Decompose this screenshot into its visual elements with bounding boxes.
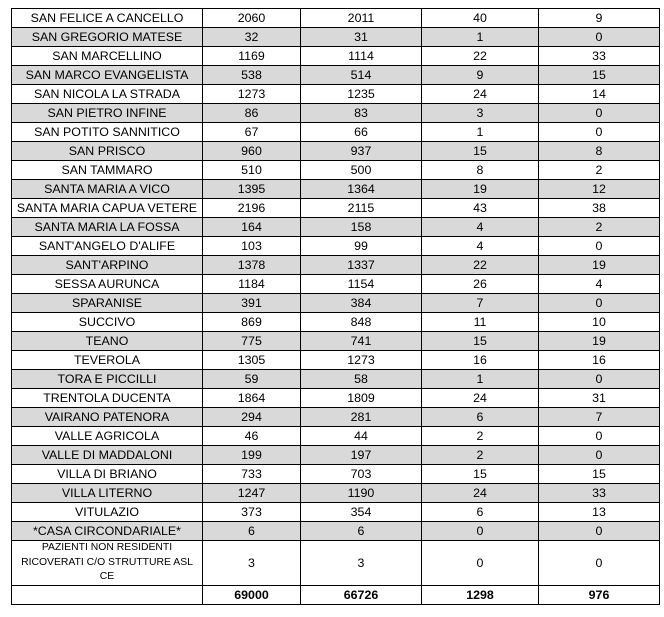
municipality-name-cell: TEANO (12, 332, 203, 351)
municipality-name-cell: SANTA MARIA CAPUA VETERE (12, 199, 203, 218)
totals-label-cell (12, 586, 203, 605)
municipality-name-cell: SANTA MARIA A VICO (12, 180, 203, 199)
value-cell-4: 19 (539, 256, 660, 275)
table-row (12, 142, 660, 161)
municipality-name-cell: SAN MARCELLINO (12, 47, 203, 66)
total-value-cell-2: 66726 (301, 586, 422, 605)
value-cell-4: 19 (539, 332, 660, 351)
value-cell-2: 1809 (301, 389, 422, 408)
table-row (12, 180, 660, 199)
table-row (12, 541, 660, 586)
value-cell-1: 2196 (203, 199, 301, 218)
value-cell-3: 4 (422, 237, 539, 256)
value-cell-1: 775 (203, 332, 301, 351)
value-cell-2: 1154 (301, 275, 422, 294)
municipality-name-cell: TORA E PICCILLI (12, 370, 203, 389)
table-body (12, 9, 660, 605)
municipality-name-cell: VALLE AGRICOLA (12, 427, 203, 446)
value-cell-1: 59 (203, 370, 301, 389)
municipality-name-cell: VALLE DI MADDALONI (12, 446, 203, 465)
value-cell-2: 197 (301, 446, 422, 465)
table-row (12, 294, 660, 313)
value-cell-4: 8 (539, 142, 660, 161)
table-row (12, 446, 660, 465)
value-cell-2: 44 (301, 427, 422, 446)
municipality-name-cell: SAN PIETRO INFINE (12, 104, 203, 123)
municipality-name-cell: SAN TAMMARO (12, 161, 203, 180)
value-cell-2: 741 (301, 332, 422, 351)
municipality-name-cell: SAN POTITO SANNITICO (12, 123, 203, 142)
value-cell-2: 281 (301, 408, 422, 427)
total-value-cell-1: 69000 (203, 586, 301, 605)
value-cell-2: 1235 (301, 85, 422, 104)
value-cell-3: 24 (422, 484, 539, 503)
value-cell-4: 16 (539, 351, 660, 370)
table-row (12, 484, 660, 503)
value-cell-1: 1273 (203, 85, 301, 104)
total-value-cell-3: 1298 (422, 586, 539, 605)
table-row (12, 161, 660, 180)
value-cell-3: 22 (422, 47, 539, 66)
value-cell-4: 2 (539, 161, 660, 180)
municipality-name-cell: VILLA LITERNO (12, 484, 203, 503)
value-cell-4: 2 (539, 218, 660, 237)
value-cell-1: 1864 (203, 389, 301, 408)
value-cell-1: 199 (203, 446, 301, 465)
municipality-name-cell: SAN NICOLA LA STRADA (12, 85, 203, 104)
value-cell-4: 0 (539, 370, 660, 389)
value-cell-3: 4 (422, 218, 539, 237)
value-cell-3: 15 (422, 465, 539, 484)
municipality-name-cell: *CASA CIRCONDARIALE* (12, 522, 203, 541)
value-cell-2: 99 (301, 237, 422, 256)
value-cell-3: 0 (422, 522, 539, 541)
value-cell-1: 391 (203, 294, 301, 313)
value-cell-3: 24 (422, 85, 539, 104)
municipality-name-cell: VITULAZIO (12, 503, 203, 522)
municipality-name-cell: VAIRANO PATENORA (12, 408, 203, 427)
table-row (12, 275, 660, 294)
value-cell-2: 848 (301, 313, 422, 332)
municipality-name-cell: SAN GREGORIO MATESE (12, 28, 203, 47)
table-row (12, 465, 660, 484)
table-row (12, 199, 660, 218)
table-row (12, 408, 660, 427)
value-cell-4: 0 (539, 446, 660, 465)
value-cell-1: 960 (203, 142, 301, 161)
table-row (12, 370, 660, 389)
municipality-name-cell: SANT'ARPINO (12, 256, 203, 275)
value-cell-4: 0 (539, 123, 660, 142)
value-cell-2: 83 (301, 104, 422, 123)
value-cell-3: 43 (422, 199, 539, 218)
municipality-name-cell: SESSA AURUNCA (12, 275, 203, 294)
municipality-name-cell: PAZIENTI NON RESIDENTI RICOVERATI C/O STRUTTURE ASL CE (12, 541, 203, 586)
table-row (12, 28, 660, 47)
value-cell-3: 15 (422, 332, 539, 351)
value-cell-1: 46 (203, 427, 301, 446)
value-cell-3: 8 (422, 161, 539, 180)
value-cell-4: 14 (539, 85, 660, 104)
value-cell-1: 1184 (203, 275, 301, 294)
value-cell-1: 1169 (203, 47, 301, 66)
value-cell-1: 32 (203, 28, 301, 47)
value-cell-2: 31 (301, 28, 422, 47)
value-cell-3: 19 (422, 180, 539, 199)
municipality-name-cell: SAN FELICE A CANCELLO (12, 9, 203, 28)
value-cell-3: 16 (422, 351, 539, 370)
value-cell-4: 0 (539, 541, 660, 586)
data-table-container (11, 8, 660, 605)
value-cell-2: 354 (301, 503, 422, 522)
value-cell-3: 22 (422, 256, 539, 275)
value-cell-2: 2011 (301, 9, 422, 28)
value-cell-1: 6 (203, 522, 301, 541)
value-cell-1: 2060 (203, 9, 301, 28)
total-value-cell-4: 976 (539, 586, 660, 605)
value-cell-1: 164 (203, 218, 301, 237)
table-row (12, 522, 660, 541)
table-row (12, 332, 660, 351)
value-cell-3: 26 (422, 275, 539, 294)
value-cell-4: 15 (539, 465, 660, 484)
value-cell-3: 6 (422, 503, 539, 522)
value-cell-3: 2 (422, 446, 539, 465)
value-cell-1: 733 (203, 465, 301, 484)
table-row (12, 313, 660, 332)
value-cell-3: 3 (422, 104, 539, 123)
value-cell-3: 40 (422, 9, 539, 28)
value-cell-4: 31 (539, 389, 660, 408)
value-cell-2: 1364 (301, 180, 422, 199)
municipality-name-cell: SUCCIVO (12, 313, 203, 332)
value-cell-2: 1337 (301, 256, 422, 275)
totals-row (12, 586, 660, 605)
value-cell-2: 6 (301, 522, 422, 541)
value-cell-4: 0 (539, 427, 660, 446)
value-cell-4: 13 (539, 503, 660, 522)
value-cell-2: 2115 (301, 199, 422, 218)
value-cell-2: 1114 (301, 47, 422, 66)
value-cell-2: 937 (301, 142, 422, 161)
value-cell-2: 158 (301, 218, 422, 237)
value-cell-3: 7 (422, 294, 539, 313)
value-cell-4: 0 (539, 104, 660, 123)
value-cell-2: 514 (301, 66, 422, 85)
municipality-name-cell: TEVEROLA (12, 351, 203, 370)
value-cell-2: 703 (301, 465, 422, 484)
value-cell-4: 0 (539, 522, 660, 541)
municipality-name-cell: SAN PRISCO (12, 142, 203, 161)
value-cell-3: 1 (422, 370, 539, 389)
value-cell-3: 15 (422, 142, 539, 161)
table-row (12, 503, 660, 522)
value-cell-3: 0 (422, 541, 539, 586)
municipality-name-cell: SANT'ANGELO D'ALIFE (12, 237, 203, 256)
value-cell-4: 33 (539, 484, 660, 503)
value-cell-3: 9 (422, 66, 539, 85)
value-cell-1: 294 (203, 408, 301, 427)
value-cell-4: 15 (539, 66, 660, 85)
municipality-name-cell: SANTA MARIA LA FOSSA (12, 218, 203, 237)
value-cell-3: 1 (422, 28, 539, 47)
table-row (12, 9, 660, 28)
value-cell-2: 58 (301, 370, 422, 389)
table-row (12, 123, 660, 142)
value-cell-4: 12 (539, 180, 660, 199)
value-cell-3: 6 (422, 408, 539, 427)
value-cell-2: 3 (301, 541, 422, 586)
table-row (12, 85, 660, 104)
value-cell-1: 1378 (203, 256, 301, 275)
value-cell-4: 0 (539, 294, 660, 313)
value-cell-1: 1395 (203, 180, 301, 199)
value-cell-3: 2 (422, 427, 539, 446)
value-cell-2: 384 (301, 294, 422, 313)
value-cell-4: 33 (539, 47, 660, 66)
value-cell-2: 500 (301, 161, 422, 180)
table-row (12, 218, 660, 237)
municipality-name-cell: SPARANISE (12, 294, 203, 313)
value-cell-1: 373 (203, 503, 301, 522)
value-cell-1: 1305 (203, 351, 301, 370)
value-cell-2: 1273 (301, 351, 422, 370)
municipality-cases-table (11, 8, 660, 605)
table-row (12, 104, 660, 123)
table-row (12, 389, 660, 408)
value-cell-4: 38 (539, 199, 660, 218)
value-cell-1: 3 (203, 541, 301, 586)
value-cell-4: 0 (539, 237, 660, 256)
value-cell-3: 1 (422, 123, 539, 142)
value-cell-2: 1190 (301, 484, 422, 503)
value-cell-4: 10 (539, 313, 660, 332)
table-row (12, 237, 660, 256)
value-cell-3: 24 (422, 389, 539, 408)
value-cell-4: 9 (539, 9, 660, 28)
value-cell-1: 510 (203, 161, 301, 180)
table-row (12, 351, 660, 370)
value-cell-1: 538 (203, 66, 301, 85)
municipality-name-cell: SAN MARCO EVANGELISTA (12, 66, 203, 85)
value-cell-1: 1247 (203, 484, 301, 503)
municipality-name-cell: TRENTOLA DUCENTA (12, 389, 203, 408)
value-cell-2: 66 (301, 123, 422, 142)
value-cell-1: 103 (203, 237, 301, 256)
table-row (12, 47, 660, 66)
municipality-name-cell: VILLA DI BRIANO (12, 465, 203, 484)
value-cell-3: 11 (422, 313, 539, 332)
value-cell-1: 869 (203, 313, 301, 332)
value-cell-4: 0 (539, 28, 660, 47)
table-row (12, 66, 660, 85)
value-cell-1: 67 (203, 123, 301, 142)
value-cell-4: 7 (539, 408, 660, 427)
table-row (12, 427, 660, 446)
value-cell-4: 4 (539, 275, 660, 294)
table-row (12, 256, 660, 275)
value-cell-1: 86 (203, 104, 301, 123)
